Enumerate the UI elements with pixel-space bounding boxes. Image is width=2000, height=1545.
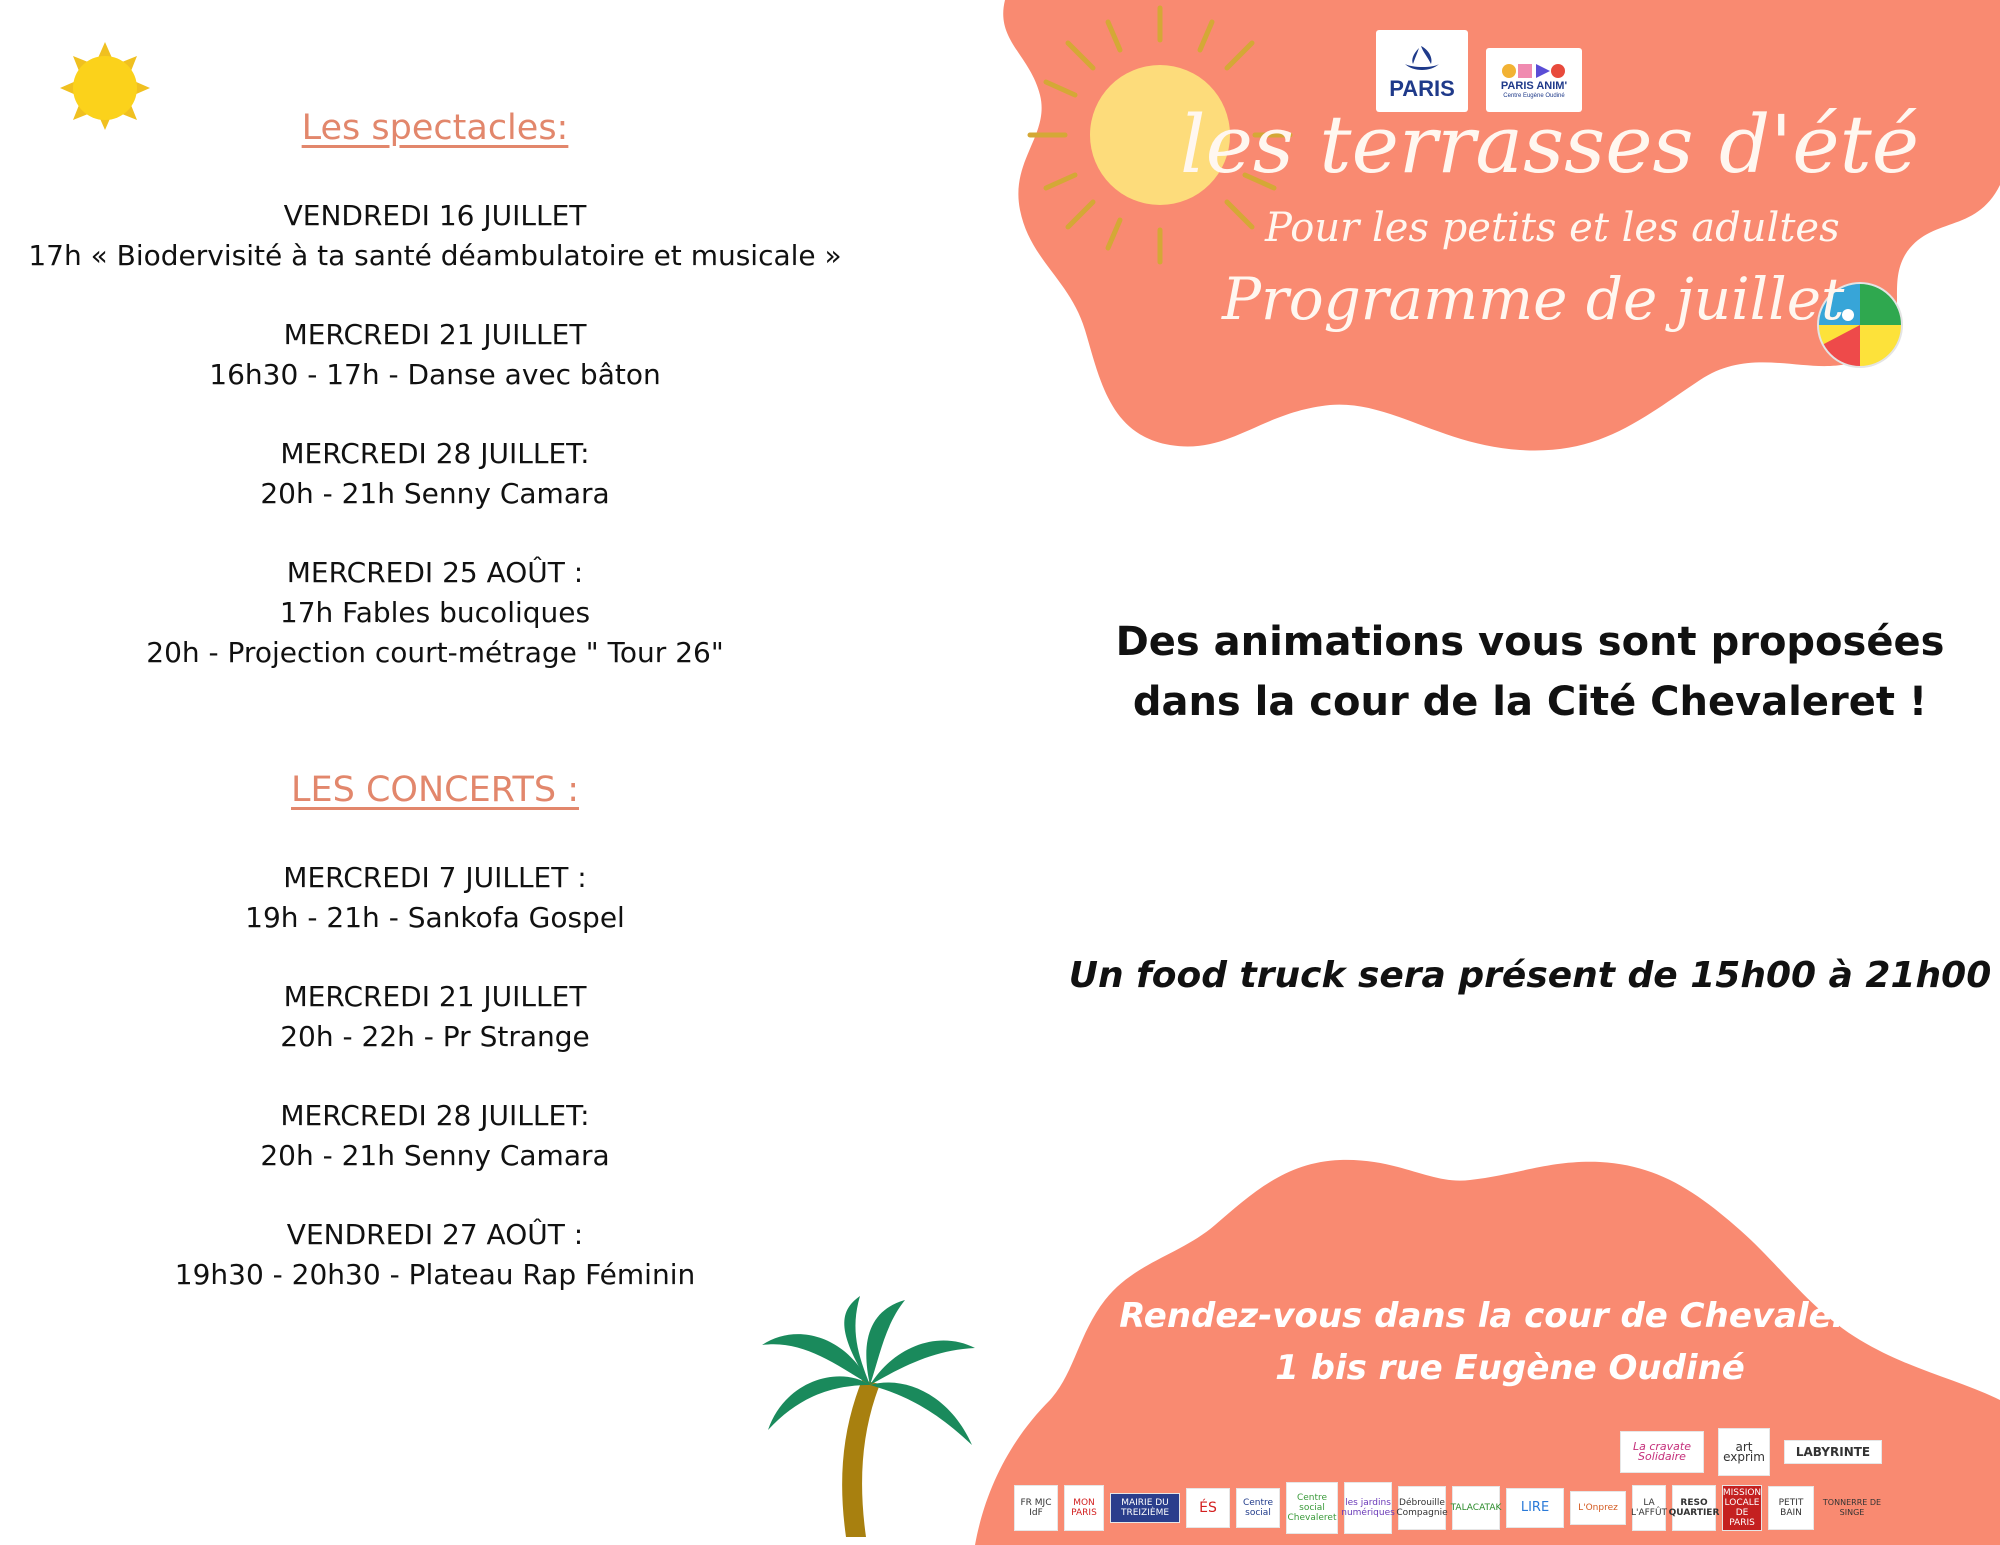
- concert-detail: 19h - 21h - Sankofa Gospel: [245, 901, 625, 934]
- concert-item: [0, 1096, 870, 1176]
- partner-logo: TONNERRE DE SINGE: [1822, 1498, 1882, 1517]
- partner-logo: art exprim: [1718, 1428, 1770, 1476]
- partner-logo: MAIRIE DU TREIZIÈME: [1110, 1493, 1180, 1523]
- partner-logo: FR MJC IdF: [1014, 1485, 1058, 1531]
- concert-item: [0, 858, 870, 938]
- spectacle-date: MERCREDI 25 AOÛT :: [286, 556, 584, 589]
- concert-date: VENDREDI 27 AOÛT :: [286, 1218, 584, 1251]
- partner-logo: LABYRINTE: [1784, 1440, 1882, 1464]
- concert-date: MERCREDI 21 JUILLET: [283, 980, 587, 1013]
- concert-item: [0, 1215, 870, 1295]
- concerts-heading: LES CONCERTS :: [291, 770, 579, 810]
- partner-logo: PETIT BAIN: [1768, 1486, 1814, 1530]
- spectacles-heading: Les spectacles:: [301, 108, 569, 148]
- partner-logo: MON PARIS: [1064, 1485, 1104, 1531]
- partner-logo: RESO QUARTIER: [1672, 1485, 1716, 1531]
- meeting-point: [1080, 1290, 1940, 1394]
- partner-logo: LIRE: [1506, 1488, 1564, 1528]
- partner-logo: LA L'AFFÛT: [1632, 1485, 1666, 1531]
- meeting-point-line-1: Rendez-vous dans la cour de Chevaleret,: [1119, 1296, 1901, 1336]
- food-truck-info: Un food truck sera présent de 15h00 à 21h00: [1068, 955, 1992, 996]
- spectacle-detail: 20h - Projection court-métrage " Tour 26": [146, 636, 724, 669]
- headline-line-2: dans la cour de la Cité Chevaleret !: [1132, 679, 1928, 725]
- concert-date: MERCREDI 28 JUILLET:: [280, 1099, 590, 1132]
- partner-logos-bottom: [1014, 1482, 2000, 1534]
- concert-detail: 19h30 - 20h30 - Plateau Rap Féminin: [174, 1258, 696, 1291]
- event-title: les terrasses d'été: [1180, 98, 1920, 191]
- spectacle-date: MERCREDI 28 JUILLET:: [280, 437, 590, 470]
- headline: [1060, 612, 2000, 732]
- concert-detail: 20h - 21h Senny Camara: [260, 1139, 610, 1172]
- concert-date: MERCREDI 7 JUILLET :: [283, 861, 587, 894]
- spectacle-item: [0, 315, 870, 395]
- program-title: Programme de juillet: [1222, 265, 1845, 333]
- spectacle-item: [0, 553, 870, 673]
- partner-logo: La cravate Solidaire: [1620, 1431, 1704, 1473]
- paris-logo-text: PARIS: [1389, 76, 1455, 101]
- meeting-point-line-2: 1 bis rue Eugène Oudiné: [1275, 1348, 1745, 1388]
- partner-logo: les jardins numériques: [1344, 1482, 1392, 1534]
- event-subtitle: Pour les petits et les adultes: [1265, 205, 1840, 251]
- spectacle-item: [0, 196, 870, 276]
- paris-boat-icon: [1399, 42, 1445, 78]
- palm-tree-icon: [762, 1296, 975, 1537]
- paris-anim-logo-sub: Centre Eugène Oudiné: [1503, 92, 1565, 99]
- partner-logo: ÉS: [1186, 1488, 1230, 1528]
- partner-logo: Centre social Chevaleret: [1286, 1482, 1338, 1534]
- headline-line-1: Des animations vous sont proposées: [1115, 619, 1945, 665]
- partner-logo: Centre social: [1236, 1488, 1280, 1528]
- concert-item: [0, 977, 870, 1057]
- partner-logo: L'Onprez: [1570, 1491, 1626, 1525]
- partner-logo: TALACATAK: [1452, 1486, 1500, 1530]
- spectacle-detail: 17h Fables bucoliques: [279, 596, 591, 629]
- partner-logos-top: [1620, 1428, 1882, 1476]
- spectacle-detail: 16h30 - 17h - Danse avec bâton: [209, 358, 661, 391]
- partner-logo: MISSION LOCALE DE PARIS: [1722, 1485, 1762, 1531]
- concert-detail: 20h - 22h - Pr Strange: [280, 1020, 590, 1053]
- spectacle-date: MERCREDI 21 JUILLET: [283, 318, 587, 351]
- spectacle-detail: 20h - 21h Senny Camara: [260, 477, 610, 510]
- spectacle-detail: 17h « Biodervisité à ta santé déambulatoire et musicale »: [28, 239, 842, 272]
- paris-anim-logo-text: PARIS ANIM': [1500, 79, 1568, 92]
- paris-anim-shapes-icon: [1501, 62, 1567, 80]
- spectacle-date: VENDREDI 16 JUILLET: [283, 199, 587, 232]
- partner-logo: Débrouille Compagnie: [1398, 1486, 1446, 1530]
- spectacle-item: [0, 434, 870, 514]
